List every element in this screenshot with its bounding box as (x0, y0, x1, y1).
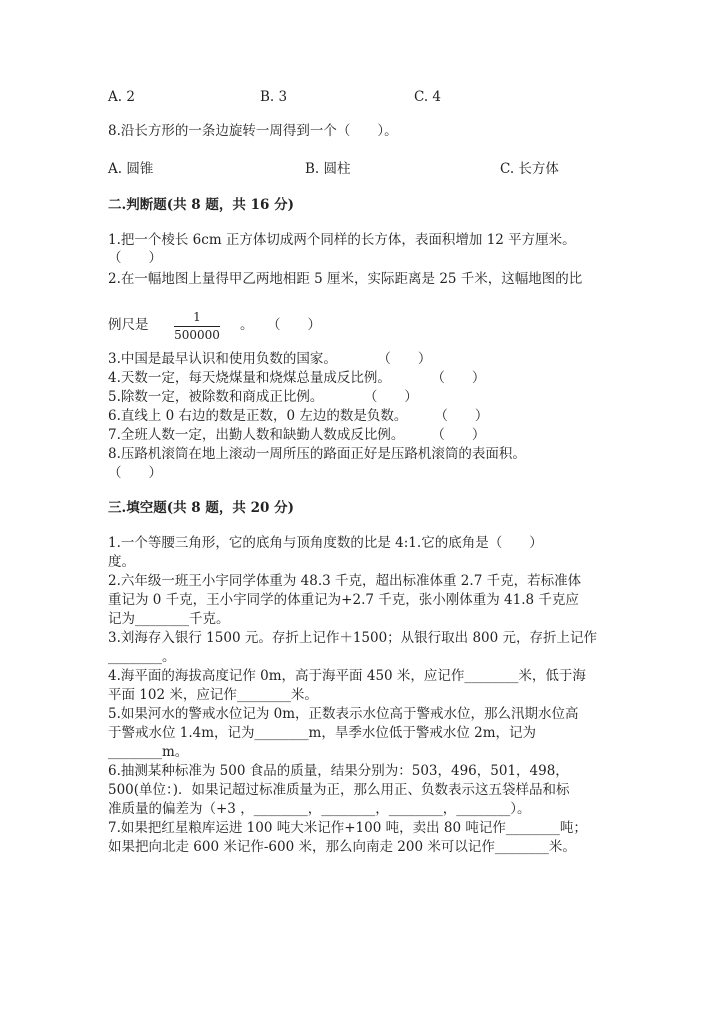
q8-option-a: A. 圆锥 (108, 161, 154, 177)
fraction-numerator: 1 (193, 310, 201, 324)
s3-q4-line2: 平面 102 米，应记作________米。 (108, 687, 318, 703)
s2-q1-line2: （ ） (108, 250, 162, 266)
fraction-bar (174, 326, 220, 327)
q8-option-c: C. 长方体 (500, 161, 559, 177)
s2-q2-suffix: 。 （ ） (240, 317, 321, 333)
section2-title: 二.判断题(共 8 题，共 16 分) (108, 197, 294, 213)
fraction-denominator: 500000 (174, 328, 220, 342)
s3-q1-line2: 度。 (108, 554, 135, 570)
q7-option-c: C. 4 (414, 89, 442, 105)
s3-q5-line1: 5.如果河水的警戒水位记为 0m，正数表示水位高于警戒水位，那么汛期水位高 (108, 706, 579, 722)
s2-q2-prefix: 例尺是 (108, 317, 149, 333)
section3-title: 三.填空题(共 8 题，共 20 分) (108, 500, 294, 516)
s3-q7-line2: 如果把向北走 600 米记作-600 米，那么向南走 200 米可以记作________米。 (108, 839, 576, 855)
s3-q5-line2: 于警戒水位 1.4m，记为________m，旱季水位低于警戒水位 2m，记为 (108, 725, 537, 741)
s2-q7: 7.全班人数一定，出勤人数和缺勤人数成反比例。 （ ） (108, 427, 486, 443)
q7-option-a: A. 2 (108, 89, 135, 105)
q8-option-b: B. 圆柱 (305, 161, 351, 177)
s2-q2-line1: 2.在一幅地图上量得甲乙两地相距 5 厘米，实际距离是 25 千米，这幅地图的比 (108, 271, 583, 287)
s3-q6-line2: 500(单位：)．如果记超过标准质量为正，那么用正、负数表示这五袋样品和标 (108, 782, 570, 798)
q8-stem: 8.沿长方形的一条边旋转一周得到一个（ ）。 (108, 123, 398, 139)
s2-q8-line1: 8.压路机滚筒在地上滚动一周所压的路面正好是压路机滚筒的表面积。 (108, 446, 526, 462)
s3-q2-line2: 重记为 0 千克，王小宇同学的体重记为+2.7 千克，张小刚体重为 41.8 千克应 (108, 592, 579, 608)
q7-option-b: B. 3 (260, 89, 288, 105)
s3-q3-line2: ________。 (108, 649, 176, 665)
s2-q8-line2: （ ） (108, 465, 162, 481)
s3-q2-line1: 2.六年级一班王小宇同学体重为 48.3 千克，超出标准体重 2.7 千克，若标准体 (108, 573, 582, 589)
s2-q6: 6.直线上 0 右边的数是正数，0 左边的数是负数。 （ ） (108, 408, 489, 424)
s3-q6-line3: 准质量的偏差为（+3 ，________，________，________，________）。 (108, 801, 531, 817)
s2-q1-line1: 1.把一个棱长 6cm 正方体切成两个同样的长方体，表面积增加 12 平方厘米。 (108, 232, 576, 248)
s2-q4: 4.天数一定，每天烧煤量和烧煤总量成反比例。 （ ） (108, 370, 486, 386)
s2-q3: 3.中国是最早认识和使用负数的国家。 （ ） (108, 351, 432, 367)
s3-q3-line1: 3.刘海存入银行 1500 元。存折上记作＋1500；从银行取出 800 元，存折上记作 (108, 630, 598, 646)
scale-fraction (174, 310, 220, 343)
s3-q6-line1: 6.抽测某种标准为 500 食品的质量，结果分别为：503，496，501，498， (108, 763, 569, 779)
s3-q4-line1: 4.海平面的海拔高度记作 0m，高于海平面 450 米，应记作________米，低于海 (108, 668, 586, 684)
s3-q1-line1: 1.一个等腰三角形，它的底角与顶角度数的比是 4:1.它的底角是（ ） (108, 535, 543, 551)
s3-q5-line3: ________m。 (108, 744, 189, 760)
s3-q7-line1: 7.如果把红星粮库运进 100 吨大米记作+100 吨，卖出 80 吨记作________吨； (108, 820, 587, 836)
s2-q5: 5.除数一定，被除数和商成正比例。 （ ） (108, 389, 418, 405)
s3-q2-line3: 记为________千克。 (108, 611, 230, 627)
